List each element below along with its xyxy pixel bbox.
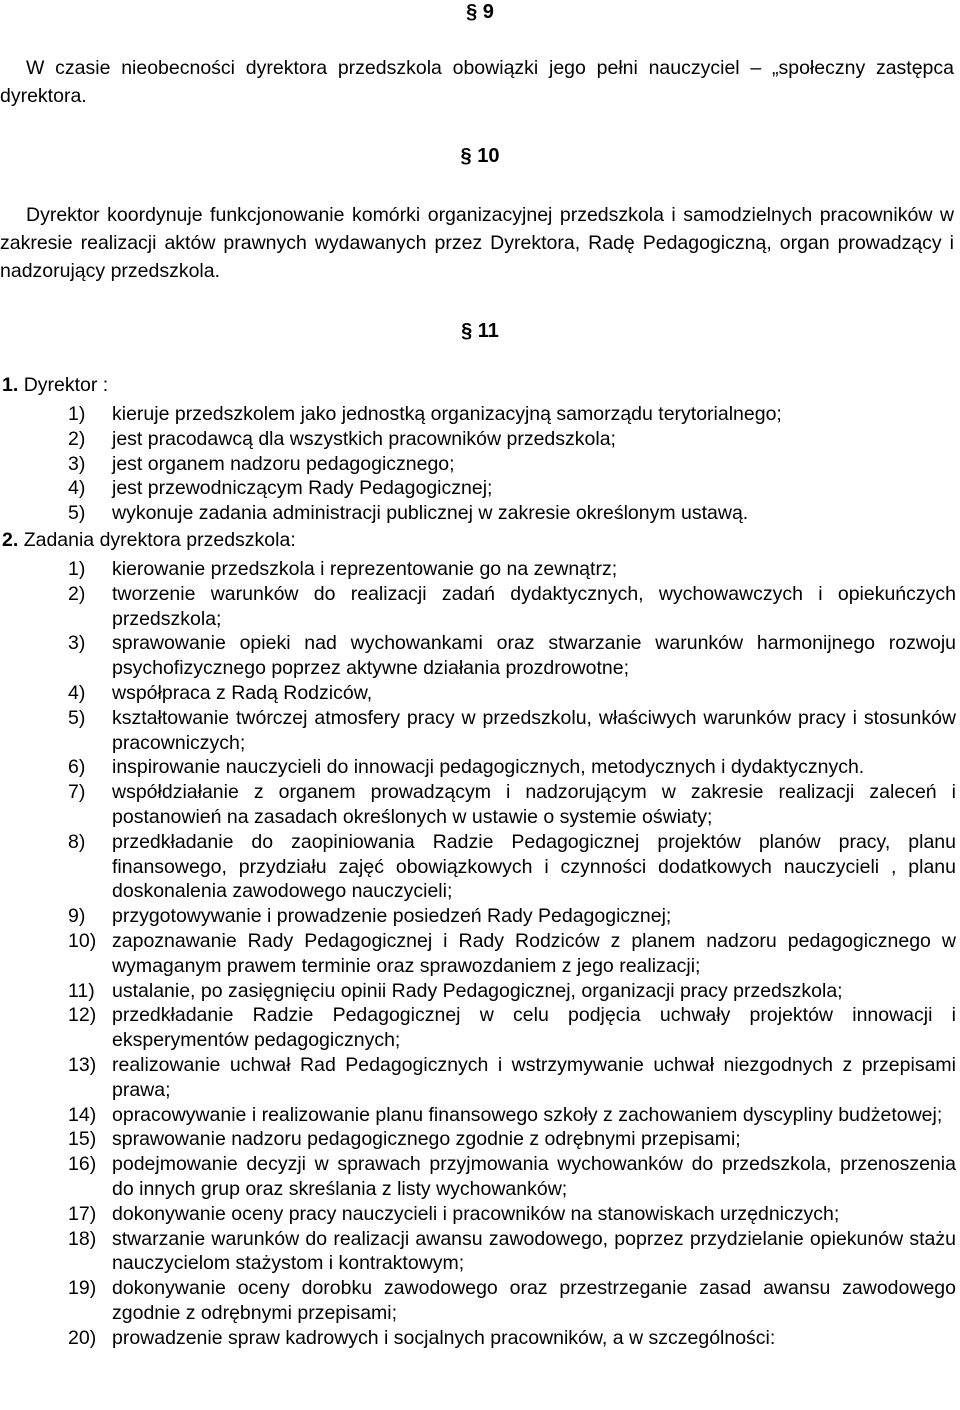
list-item-text: kształtowanie twórczej atmosfery pracy w przedszkolu, właściwych warunków pracy i stosunków pracowniczych; [112,706,956,754]
list-item-number: 14) [68,1103,97,1126]
list-item-number: 3) [68,632,86,655]
list-item [0,1127,956,1152]
list-item-number: 9) [68,905,86,928]
list-item-number: 13) [68,1053,97,1076]
list-item-text: współdziałanie z organem prowadzącym i nadzorującym w zakresie realizacji zaleceń i postanowień na zasadach określonych w ustawie o systemie oświaty; [112,781,956,828]
list-item [0,780,956,830]
section-9-paragraph: W czasie nieobecności dyrektora przedszkola obowiązki jego pełni nauczyciel – „społeczny zastępca dyrektora. [0,57,954,107]
list-item-number: 8) [68,830,86,853]
list-item-text: jest organem nadzoru pedagogicznego; [112,452,455,475]
list-item [0,1003,956,1053]
list-item-text: podejmowanie decyzji w sprawach przyjmowania wychowanków do przedszkola, przenoszenia do innych grup oraz skreślania z listy wychowanków; [112,1153,956,1200]
list-item-text: jest przewodniczącym Rady Pedagogicznej; [112,477,493,500]
list-item-text: prowadzenie spraw kadrowych i socjalnych pracowników, a w szczególności: [112,1326,776,1349]
list-item-text: kierowanie przedszkola i reprezentowanie go na zewnątrz; [112,558,618,580]
list-item-text: sprawowanie opieki nad wychowankami oraz stwarzanie warunków harmonijnego rozwoju psychofizycznego poprzez aktywne działania prozdrowotne; [112,632,956,680]
list-item [0,1326,956,1351]
list-item-text: stwarzanie warunków do realizacji awansu zawodowego, poprzez przydzielanie opiekunów stażu nauczycielom stażystom i kontraktowym; [112,1227,956,1275]
list-item [0,681,956,706]
list-item [0,476,956,501]
list-item-text: współpraca z Radą Rodziców, [112,681,373,704]
list-item-text: sprawowanie nadzoru pedagogicznego zgodnie z odrębnymi przepisami; [112,1128,741,1151]
list-item-number: 1) [68,403,86,425]
list-item-number: 18) [68,1227,97,1250]
point-2-number: 2. [2,529,19,551]
list-item-number: 16) [68,1153,97,1176]
list-item-number: 17) [68,1202,97,1225]
list-item-number: 1) [68,558,86,580]
list-item-number: 5) [68,706,86,729]
list-item [0,452,956,477]
list-item [0,1227,956,1277]
list-item [0,402,956,427]
list-item-number: 11) [68,979,95,1002]
section-heading-9: § 9 [466,1,494,23]
list-item [0,706,956,756]
list-item-number: 15) [68,1128,97,1151]
section-heading-11: § 11 [461,320,499,342]
list-item [0,929,956,979]
list-item-number: 4) [68,681,86,704]
list-item [0,1103,956,1128]
list-item-number: 19) [68,1277,97,1300]
list-item-number: 10) [68,929,97,952]
list-item-text: opracowywanie i realizowanie planu finansowego szkoły z zachowaniem dyscypliny budżetowej; [112,1103,943,1126]
list-item-text: dokonywanie oceny pracy nauczycieli i pracowników na stanowiskach urzędniczych; [112,1202,840,1225]
point-1-label: Dyrektor : [23,374,109,396]
list-item [0,1276,956,1326]
point-1-number: 1. [2,374,19,396]
list-item-text: zapoznawanie Rady Pedagogicznej i Rady Rodziców z planem nadzoru pedagogicznego w wymaganym prawem terminie oraz sprawozdaniem z jego realizacji; [112,929,956,977]
list-item [0,755,956,780]
list-item-number: 5) [68,502,86,525]
list-item-text: kieruje przedszkolem jako jednostką organizacyjną samorządu terytorialnego; [112,403,782,425]
list-item-number: 3) [68,452,86,475]
point-1-header [2,373,108,397]
director-tasks-list [0,557,956,1351]
list-item-text: wykonuje zadania administracji publicznej w zakresie określonym ustawą. [112,502,749,525]
list-item [0,557,956,582]
list-item [0,904,956,929]
list-item-number: 20) [68,1326,97,1349]
list-item-number: 7) [68,781,86,804]
list-item [0,582,956,632]
list-item-number: 2) [68,582,86,605]
list-item [0,501,956,526]
list-item [0,830,956,904]
list-item-text: jest pracodawcą dla wszystkich pracowników przedszkola; [112,427,616,450]
list-item-text: dokonywanie oceny dorobku zawodowego oraz przestrzeganie zasad awansu zawodowego zgodnie z odrębnymi przepisami; [112,1277,956,1324]
list-item-text: ustalanie, po zasięgnięciu opinii Rady Pedagogicznej, organizacji pracy przedszkola; [112,979,843,1002]
list-item [0,1053,956,1103]
list-item-text: tworzenie warunków do realizacji zadań dydaktycznych, wychowawczych i opiekuńczych przedszkola; [112,582,956,630]
list-item-number: 6) [68,756,86,779]
point-2-header [2,528,296,552]
list-item [0,1202,956,1227]
section-heading-10: § 10 [460,145,500,167]
list-item-text: przedkładanie Radzie Pedagogicznej w celu podjęcia uchwały projektów innowacji i eksperymentów pedagogicznych; [112,1004,956,1052]
list-item [0,427,956,452]
list-item [0,1152,956,1202]
list-item-text: przygotowywanie i prowadzenie posiedzeń Rady Pedagogicznej; [112,905,672,928]
list-item-number: 12) [68,1004,97,1027]
list-item [0,979,956,1004]
list-item-text: inspirowanie nauczycieli do innowacji pedagogicznych, metodycznych i dydaktycznych. [112,756,865,779]
list-item-number: 4) [68,477,86,500]
point-2-label: Zadania dyrektora przedszkola: [23,529,296,551]
section-10-paragraph: Dyrektor koordynuje funkcjonowanie komórki organizacyjnej przedszkola i samodzielnych pracowników w zakresie realizacji aktów prawnych wydawanych przez Dyrektora, Radę Pedagogiczną, organ prowadzący i nadzorujący przedszkola. [0,204,954,282]
list-item-text: realizowanie uchwał Rad Pedagogicznych i wstrzymywanie uchwał niezgodnych z przepisami prawa; [112,1053,956,1101]
list-item [0,631,956,681]
list-item-text: przedkładanie do zaopiniowania Radzie Pedagogicznej projektów planów pracy, planu finansowego, przydziału zajęć obowiązkowych i czynności dodatkowych nauczycieli , planu doskonalenia zawodowego nauczycieli; [112,830,956,903]
director-duties-list [0,402,956,526]
list-item-number: 2) [68,427,86,450]
